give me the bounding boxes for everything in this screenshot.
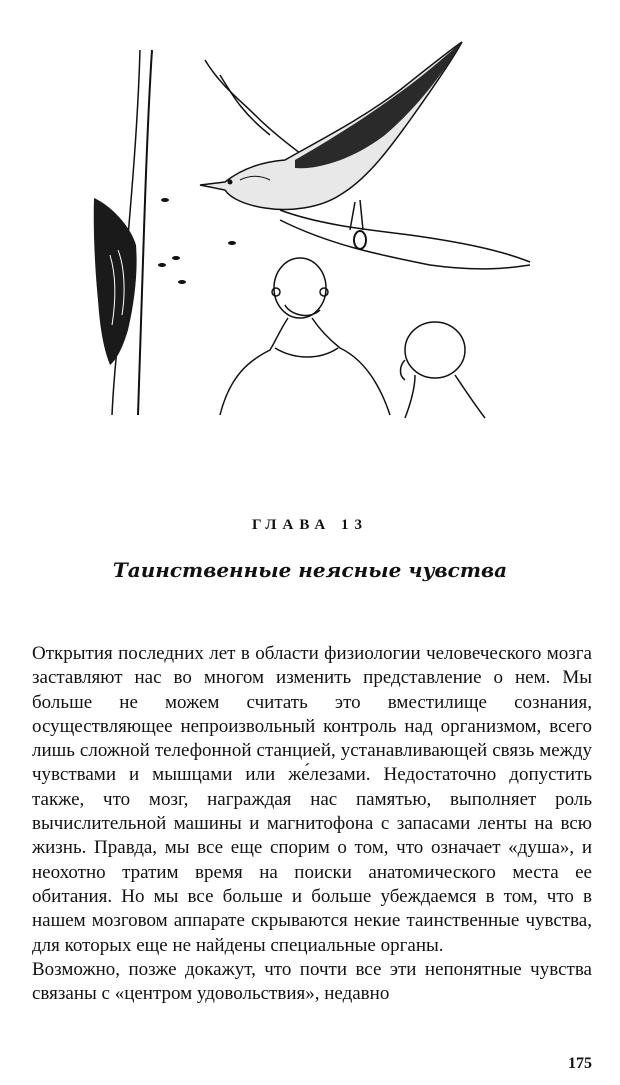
beehive-icon xyxy=(94,198,137,365)
bird-icon xyxy=(200,42,462,249)
bee-icons xyxy=(158,198,236,284)
child-icon xyxy=(400,322,485,418)
body-text xyxy=(32,642,592,1006)
man-icon xyxy=(220,258,390,415)
paragraph-2: Возможно, позже докажут, что почти все эти непонятные чувства связаны с «центром удовольствия», недавно xyxy=(32,958,592,1005)
chapter-label: ГЛАВА 13 xyxy=(252,517,368,533)
chapter-illustration xyxy=(80,30,540,430)
paragraph-1: Открытия последних лет в области физиологии человеческого мозга заставляют нас во многом изменить представление о нем. Мы больше не можем считать это вместилище сознания, осуществляющее непроизвольный контроль над организмом, всего лишь сложной телефонной станцией, устанавливающей связь между чувствами и мышцами или же́лезами. Недостаточно допустить также, что мозг, награждая нас памятью, выполняет роль вычислительной машины и магнитофона с запасами ленты на всю жизнь. Правда, мы все еще спорим о том, что означает «душа», и неохотно тратим время на поиски анатомического места ее обитания. Но мы все больше и больше убеждаемся в том, что в нашем мозговом аппарате скрываются некие таинственные чувства, для которых еще не найдены специальные органы. xyxy=(32,643,592,956)
chapter-title: Таинственные неясные чувства xyxy=(112,558,508,582)
page-number: 175 xyxy=(568,1055,592,1072)
